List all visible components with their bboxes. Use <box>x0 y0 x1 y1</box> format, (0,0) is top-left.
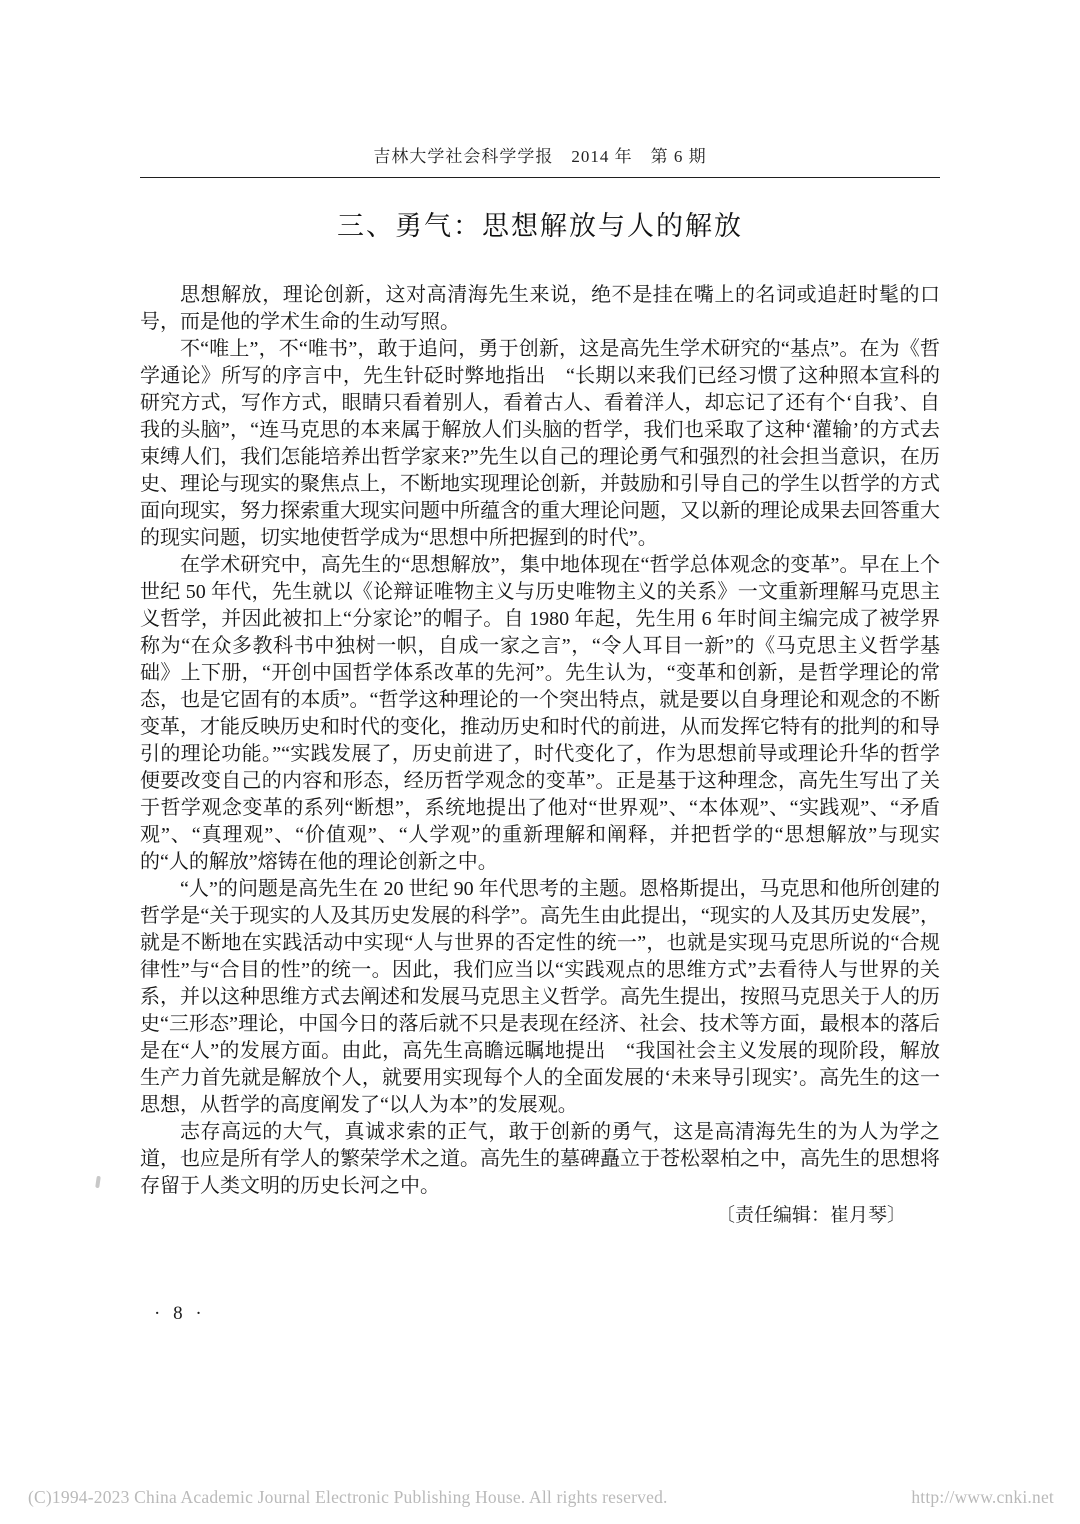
footer-copyright: (C)1994-2023 China Academic Journal Electronic Publishing House. All rights reserved. <box>28 1487 668 1507</box>
body-paragraph: 思想解放，理论创新，这对高清海先生来说，绝不是挂在嘴上的名词或追赶时髦的口号，而是他的学术生命的生动写照。 <box>140 284 940 333</box>
header-divider <box>140 177 940 178</box>
body-paragraph: 不“唯上”，不“唯书”，敢于追问，勇于创新，这是高先生学术研究的“基点”。在为《哲学通论》所写的序言中，先生针砭时弊地指出 “长期以来我们已经习惯了这种照本宣科的研究方式，写作方式，眼睛只看着别人，看着古人、看着洋人，却忘记了还有个‘自我’、自我的头脑”，“连马克思的本来属于解放人们头脑的哲学，我们也采取了这种‘灌输’的方式去束缚人们，我们怎能培养出哲学家来?”先生以自己的理论勇气和强烈的社会担当意识，在历史、理论与现实的聚焦点上，不断地实现理论创新，并鼓励和引导自己的学生以哲学的方式面向现实，努力探索重大现实问题中所蕴含的重大理论问题，又以新的理论成果去回答重大的现实问题，切实地使哲学成为“思想中所把握到的时代”。 <box>140 338 940 549</box>
body-paragraph: 志存高远的大气，真诚求索的正气，敢于创新的勇气，这是高清海先生的为人为学之道，也应是所有学人的繁荣学术之道。高先生的墓碑矗立于苍松翠柏之中，高先生的思想将存留于人类文明的历史长河之中。 <box>140 1121 940 1197</box>
section-title: 三、勇气：思想解放与人的解放 <box>337 211 743 241</box>
article-body <box>140 282 940 1200</box>
page-number: · 8 · <box>154 1303 206 1324</box>
body-paragraph: “人”的问题是高先生在 20 世纪 90 年代思考的主题。恩格斯提出，马克思和他所创建的哲学是“关于现实的人及其历史发展的科学”。高先生由此提出，“现实的人及其历史发展”，就是不断地在实践活动中实现“人与世界的否定性的统一”，也就是实现马克思所说的“合规律性”与“合目的性”的统一。因此，我们应当以“实践观点的思维方式”去看待人与世界的关系，并以这种思维方式去阐述和发展马克思主义哲学。高先生提出，按照马克思关于人的历史“三形态”理论，中国今日的落后就不只是表现在经济、社会、技术等方面，最根本的落后是在“人”的发展方面。由此，高先生高瞻远瞩地提出 “我国社会主义发展的现阶段，解放生产力首先就是解放个人，就要用实现每个人的全面发展的‘未来导引现实’。高先生的这一思想，从哲学的高度阐发了“以人为本”的发展观。 <box>140 878 940 1116</box>
editor-note: 〔责任编辑：崔月琴〕 <box>715 1205 906 1226</box>
scan-artifact <box>95 1176 101 1188</box>
page-content <box>140 0 940 1325</box>
body-paragraph: 在学术研究中，高先生的“思想解放”，集中地体现在“哲学总体观念的变革”。早在上个世纪 50 年代，先生就以《论辩证唯物主义与历史唯物主义的关系》一文重新理解马克思主义哲学，并因此被扣上“分家论”的帽子。自 1980 年起，先生用 6 年时间主编完成了被学界称为“在众多教科书中独树一帜，自成一家之言”，“令人耳目一新”的《马克思主义哲学基础》上下册，“开创中国哲学体系改革的先河”。先生认为，“变革和创新，是哲学理论的常态，也是它固有的本质”。“哲学这种理论的一个突出特点，就是要以自身理论和观念的不断变革，才能反映历史和时代的变化，推动历史和时代的前进，从而发挥它特有的批判的和导引的理论功能。”“实践发展了，历史前进了，时代变化了，作为思想前导或理论升华的哲学便要改变自己的内容和形态，经历哲学观念的变革”。正是基于这种理念，高先生写出了关于哲学观念变革的系列“断想”，系统地提出了他对“世界观”、“本体观”、“实践观”、“矛盾观”、“真理观”、“价值观”、“人学观”的重新理解和阐释，并把哲学的“思想解放”与现实的“人的解放”熔铸在他的理论创新之中。 <box>140 554 940 873</box>
footer-url: http://www.cnki.net <box>911 1487 1054 1507</box>
journal-header: 吉林大学社会科学学报 2014 年 第 6 期 <box>373 147 707 166</box>
page-footer <box>28 1487 1054 1508</box>
